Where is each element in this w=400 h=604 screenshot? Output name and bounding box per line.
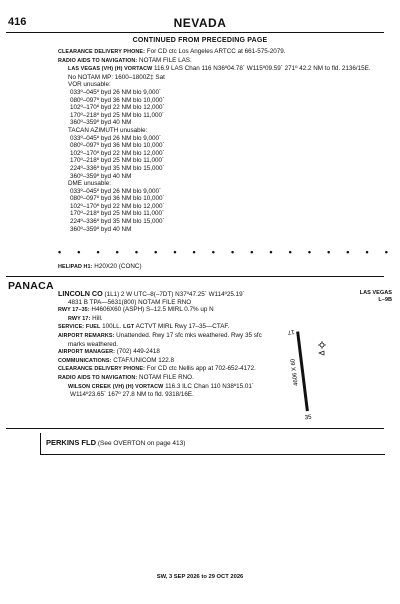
runway-strip xyxy=(296,331,309,411)
dme-line: 080º–097º byd 36 NM blo 10,000´ xyxy=(70,195,165,203)
tacan-line: 033º–045º byd 26 NM blo 9,000´ xyxy=(70,134,162,142)
dme-title: DME unusable: xyxy=(68,180,112,188)
dme-line: 360º–359º byd 40 NM xyxy=(70,225,132,233)
vor-line: 102º–170º byd 22 NM blo 12,000´ xyxy=(70,104,165,112)
vor-line: 033º–045º byd 26 NM blo 9,000´ xyxy=(70,88,162,96)
section-separator-dots: • • • • • • • • • • • • • • • • • • xyxy=(58,247,388,257)
perkins-entry xyxy=(46,438,185,447)
vortac-notam: No NOTAM MP: 1600–1800Z‡ Sat xyxy=(68,73,165,81)
manager-phone: (702) 449-2418 xyxy=(116,348,160,356)
side-code: L–9B xyxy=(378,297,392,303)
radio-aids-label: RADIO AIDS TO NAVIGATION: xyxy=(58,374,138,381)
vor-line: 360º–359º byd 40 NM xyxy=(70,119,132,127)
perkins-divider xyxy=(6,428,384,429)
rwy17-label: RWY 17: xyxy=(68,315,91,322)
helipad-label: HELIPAD H1: xyxy=(58,264,93,270)
dme-line: 170º–218º byd 25 NM blo 11,000´ xyxy=(70,210,165,218)
runway-end-17: 17 xyxy=(287,328,295,335)
clearance-text: For CD ctc Los Angeles ARTCC at 661-575-2079. xyxy=(146,48,286,55)
rotating-beacon-icon xyxy=(318,341,326,349)
tacan-line: 102º–170º byd 22 NM blo 12,000´ xyxy=(70,149,165,157)
dme-line: 033º–045º byd 26 NM blo 9,000´ xyxy=(70,187,162,195)
helipad-line xyxy=(58,263,142,270)
runway-label: RWY 17–35: xyxy=(58,307,90,314)
vor-line: 080º–097º byd 36 NM blo 10,000´ xyxy=(70,96,165,104)
service-label: SERVICE: xyxy=(58,324,85,331)
tacan-line: 170º–218º byd 25 NM blo 11,000´ xyxy=(70,157,165,165)
radio-aids-label: RADIO AIDS TO NAVIGATION: xyxy=(58,57,138,64)
lgt-text: ACTVT MIRL Rwy 17–35—CTAF. xyxy=(135,323,230,331)
dme-line: 224º–336º byd 35 NM blo 15,000´ xyxy=(70,218,165,226)
side-city: LAS VEGAS xyxy=(359,290,392,296)
perkins-note: (See OVERTON on page 413) xyxy=(97,440,186,447)
radio-aids-text: NOTAM FILE LAS. xyxy=(139,56,192,64)
vor-line: 170º–218º byd 25 NM blo 11,000´ xyxy=(70,111,165,119)
state-title: NEVADA xyxy=(173,16,227,30)
runway-text: H4606X60 (ASPH) S–12.5 MIRL 0.7% up N xyxy=(91,306,214,314)
page-number: 416 xyxy=(8,16,27,28)
header-divider xyxy=(6,32,384,33)
tacan-line: 224º–336º byd 35 NM blo 15,000´ xyxy=(70,164,165,172)
lincoln-co-entry xyxy=(58,290,288,399)
runway-dimensions: 4606 X 60 xyxy=(290,358,300,387)
vortac-text: 116.3 ILC Chan 110 N38º15.01´ xyxy=(165,382,254,390)
vortac-label: WILSON CREEK (VH) (H) VORTACW xyxy=(68,383,164,390)
airport-name: LINCOLN CO xyxy=(58,289,103,298)
airport-line2: 4831 B TPA—5631(800) NOTAM FILE RNO xyxy=(68,298,192,306)
remarks-label: AIRPORT REMARKS: xyxy=(58,332,115,339)
las-vegas-entry xyxy=(58,48,388,233)
clearance-label: CLEARANCE DELIVERY PHONE: xyxy=(58,366,145,373)
remarks-text: Unattended. Rwy 17 sfc mks weathered. Rwy 35 sfc xyxy=(116,331,262,339)
wind-indicator-icon xyxy=(319,351,324,355)
continued-banner: CONTINUED FROM PRECEDING PAGE xyxy=(132,37,268,44)
vor-title: VOR unusable: xyxy=(68,81,111,89)
chart-reference xyxy=(330,290,392,304)
helipad-text: H20X20 (CONC) xyxy=(94,263,142,270)
vortac-text: 116.9 LAS Chan 116 N36º04.78´ W115º09.59´ 271º 42.2 NM to fld. 2136/15E. xyxy=(154,65,371,73)
radio-aids-text: NOTAM FILE RNO. xyxy=(139,373,194,381)
comms-label: COMMUNICATIONS: xyxy=(58,357,112,364)
fuel-label: FUEL xyxy=(85,324,101,331)
tacan-line: 080º–097º byd 36 NM blo 10,000´ xyxy=(70,142,165,150)
runway-end-35: 35 xyxy=(304,414,312,422)
effective-dates: SW, 3 SEP 2026 to 29 OCT 2026 xyxy=(156,574,244,580)
perkins-name: PERKINS FLD xyxy=(46,438,97,447)
clearance-label: CLEARANCE DELIVERY PHONE: xyxy=(58,49,145,55)
city-divider xyxy=(6,276,384,277)
fuel-text: 100LL. xyxy=(102,323,122,331)
remarks-text-cont: marks weathered. xyxy=(68,340,119,348)
vortac-text-cont: W114º23.65´ 167º 27.8 NM to fld. 9318/16E. xyxy=(70,391,194,399)
comms-text: CTAF/UNICOM 122.8 xyxy=(113,356,175,364)
tacan-line: 360º–359º byd 40 NM xyxy=(70,172,132,180)
airport-line1: (1L1) 2 W UTC–8(–7DT) N37º47.25´ W114º25.19´ xyxy=(104,291,245,298)
manager-label: AIRPORT MANAGER: xyxy=(58,349,116,356)
dme-line: 102º–170º byd 22 NM blo 12,000´ xyxy=(70,202,165,210)
tacan-title: TACAN AZIMUTH unusable: xyxy=(68,126,148,134)
rwy17-text: Hill. xyxy=(92,314,103,322)
city-heading: PANACA xyxy=(8,280,54,292)
clearance-text: For CD ctc Nellis app at 702-652-4172. xyxy=(146,365,256,373)
lgt-label: LGT xyxy=(123,324,135,331)
runway-diagram xyxy=(270,325,340,422)
vortac-label: LAS VEGAS (VH) (H) VORTACW xyxy=(68,66,153,73)
